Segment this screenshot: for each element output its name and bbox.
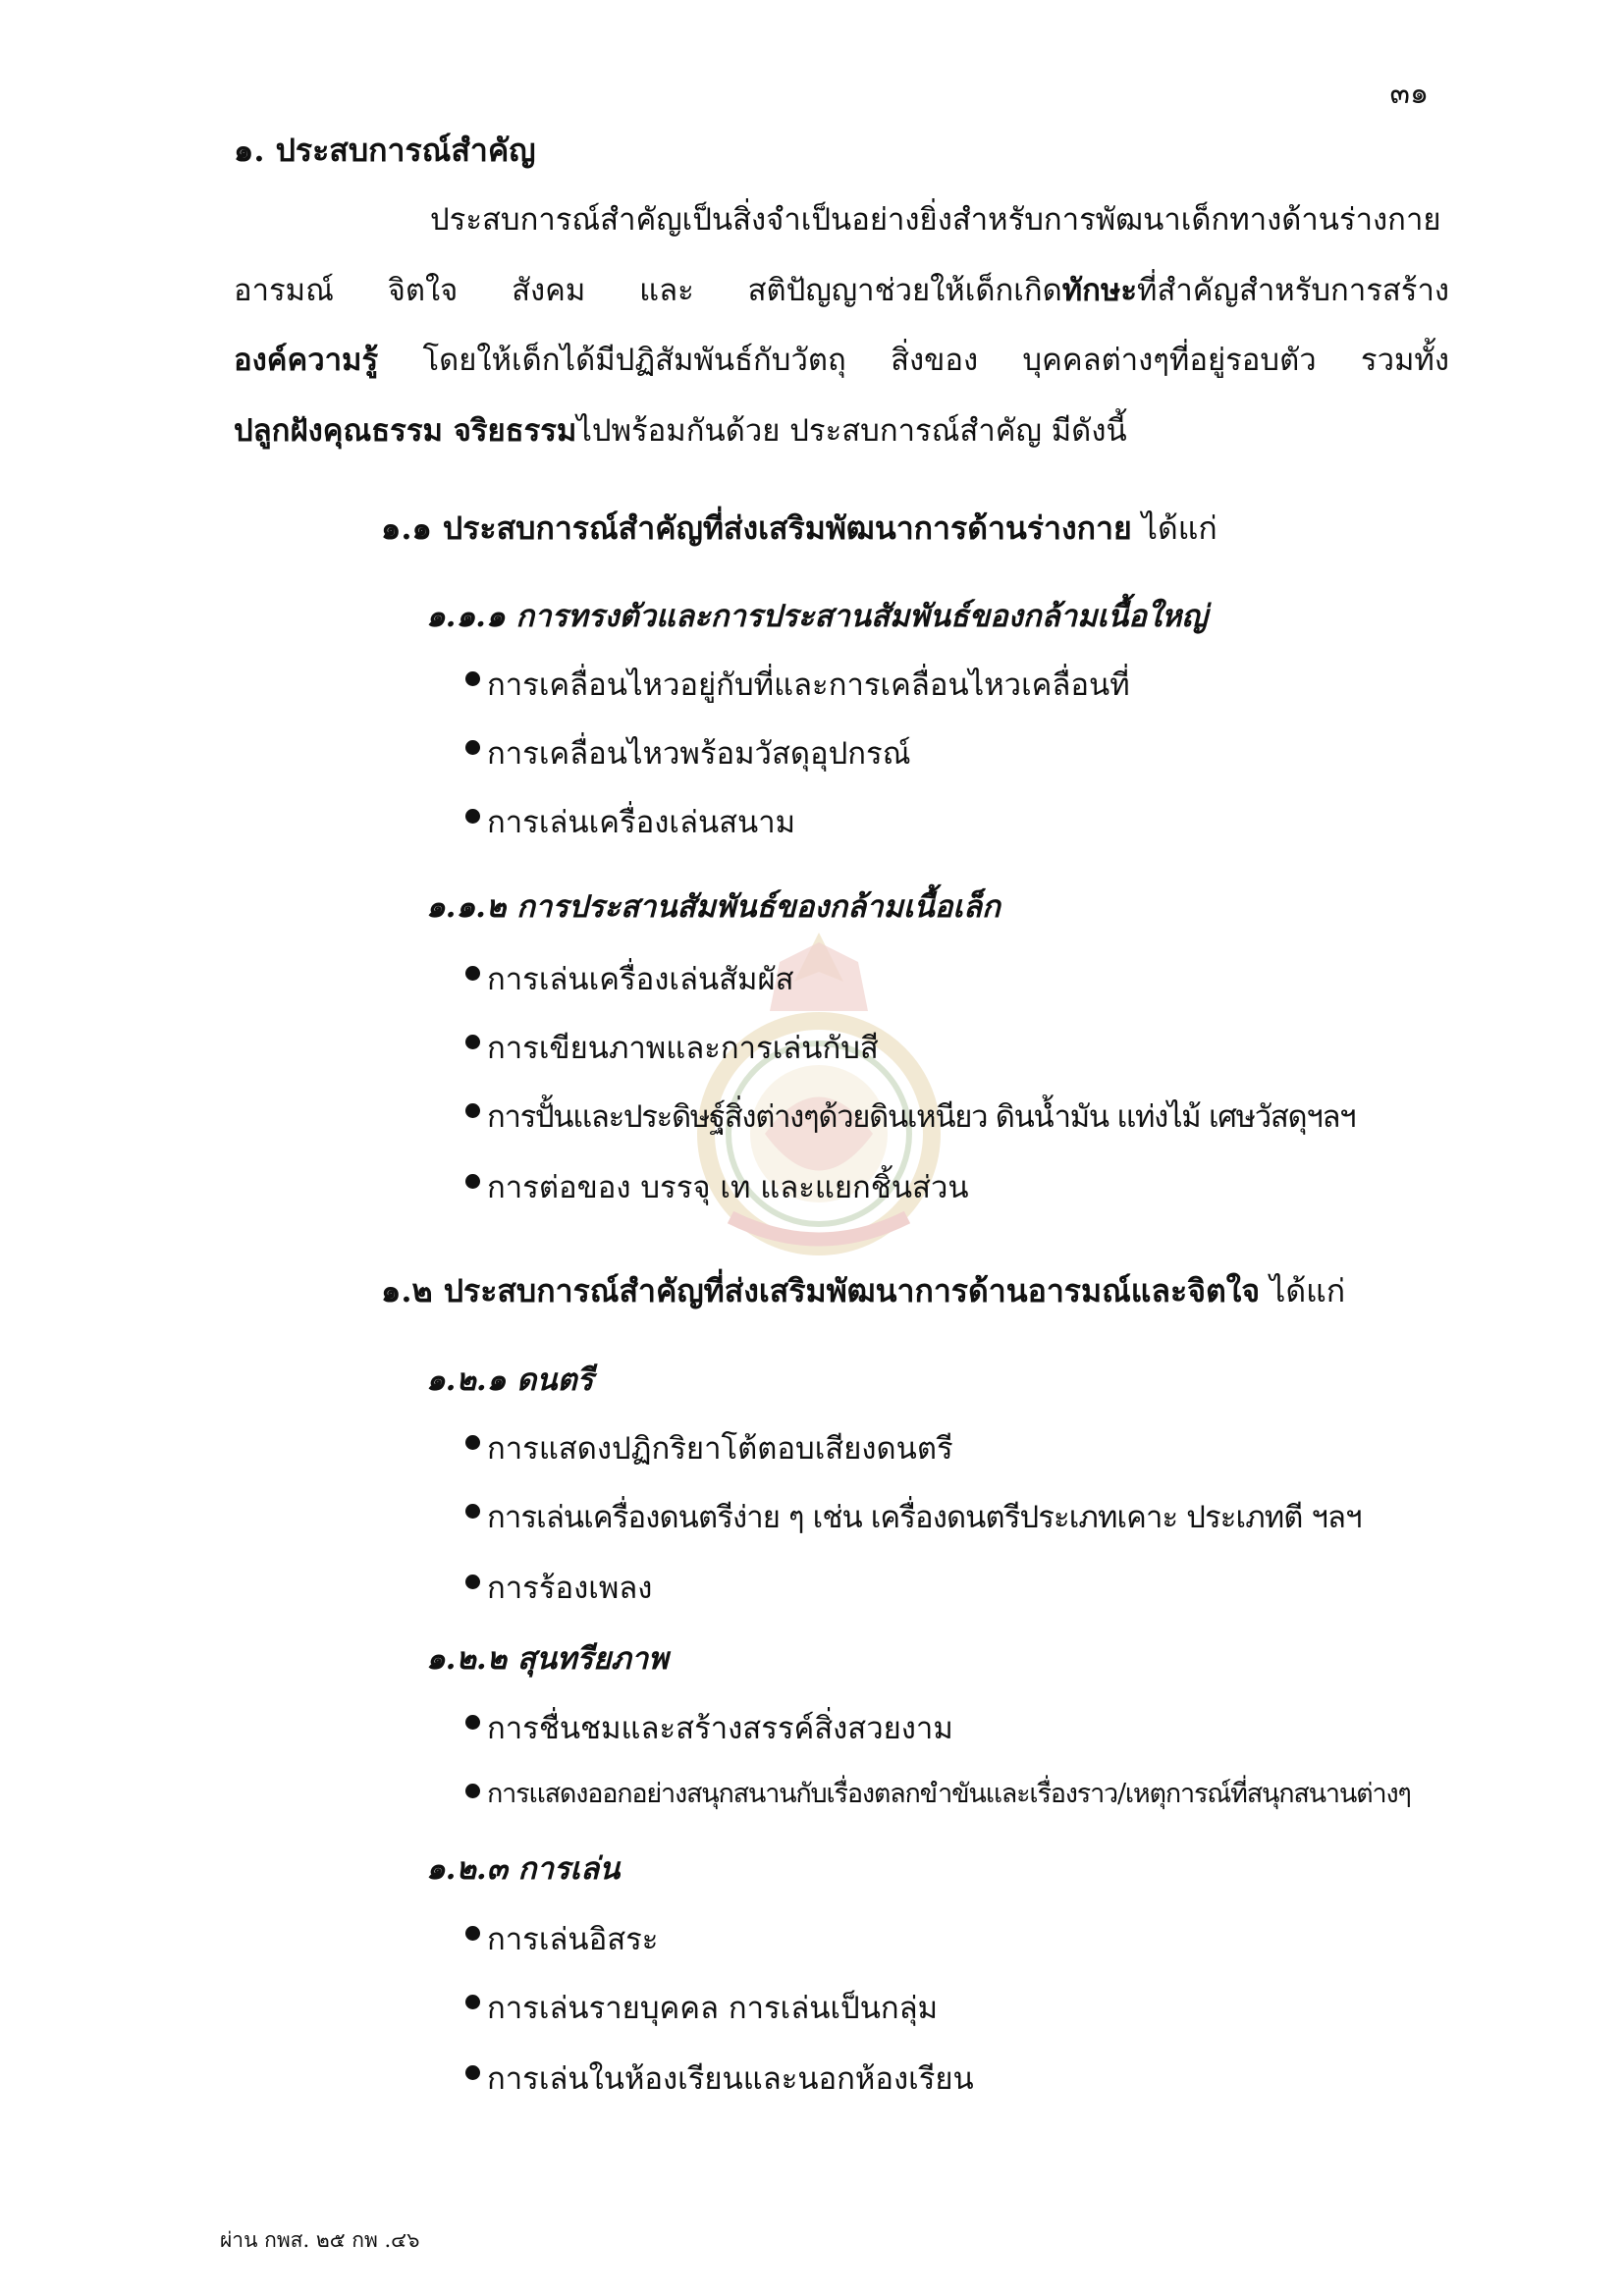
subsection-1-1-1-title: ๑.๑.๑ การทรงตัวและการประสานสัมพันธ์ของกล้ามเนื้อใหญ่ bbox=[426, 599, 1208, 634]
subsection-1-2-1-title: ๑.๒.๑ ดนตรี bbox=[426, 1362, 594, 1398]
page-number: ๓๑ bbox=[1389, 77, 1429, 111]
list-item: การร้องเพลง bbox=[487, 1563, 652, 1612]
intro-line-3: องค์ความรู้ โดยให้เด็กได้มีปฏิสัมพันธ์กับวัตถุ สิ่งของ บุคคลต่างๆที่อยู่รอบตัว รวมทั้ง bbox=[234, 343, 1449, 378]
intro-line-1: ประสบการณ์สำคัญเป็นสิ่งจำเป็นอย่างยิ่งสำหรับการพัฒนาเด็กทางด้านร่างกาย bbox=[430, 202, 1441, 238]
intro-line-4: ปลูกฝังคุณธรรม จริยธรรมไปพร้อมกันด้วย ประสบการณ์สำคัญ มีดังนี้ bbox=[234, 413, 1127, 449]
keyword-knowledge: องค์ความรู้ bbox=[234, 343, 379, 378]
list-item: การเคลื่อนไหวพร้อมวัสดุอุปกรณ์ bbox=[487, 728, 910, 777]
bullet-icon bbox=[465, 671, 480, 686]
intro-line-2: อารมณ์ จิตใจ สังคม และ สติปัญญาช่วยให้เด็กเกิดทักษะที่สำคัญสำหรับการสร้าง bbox=[234, 273, 1449, 308]
list-item: การเคลื่อนไหวอยู่กับที่และการเคลื่อนไหวเคลื่อนที่ bbox=[487, 660, 1130, 709]
subsection-1-2-3-title: ๑.๒.๓ การเล่น bbox=[426, 1851, 621, 1887]
keyword-morality: ปลูกฝังคุณธรรม จริยธรรม bbox=[234, 413, 577, 449]
subsection-1-1-2-title: ๑.๑.๒ การประสานสัมพันธ์ของกล้ามเนื้อเล็ก bbox=[426, 889, 1001, 925]
subsection-1-2-title: ๑.๒ ประสบการณ์สำคัญที่ส่งเสริมพัฒนาการด้านอารมณ์และจิตใจ ได้แก่ bbox=[381, 1272, 1346, 1309]
list-item: การเล่นเครื่องเล่นสัมผัส bbox=[487, 954, 794, 1003]
section-heading: ๑. ประสบการณ์สำคัญ bbox=[234, 132, 536, 169]
subsection-1-1-title: ๑.๑ ประสบการณ์สำคัญที่ส่งเสริมพัฒนาการด้านร่างกาย ได้แก่ bbox=[381, 509, 1217, 547]
bullet-icon bbox=[465, 1435, 480, 1450]
bullet-icon bbox=[465, 1784, 480, 1798]
list-item: การเล่นในห้องเรียนและนอกห้องเรียน bbox=[487, 2054, 974, 2103]
bullet-icon bbox=[465, 2065, 480, 2080]
list-item: การเล่นเครื่องดนตรีง่าย ๆ เช่น เครื่องดนตรีประเภทเคาะ ประเภทตี ฯลฯ bbox=[487, 1492, 1362, 1541]
bullet-icon bbox=[465, 966, 480, 981]
list-item: การเล่นเครื่องเล่นสนาม bbox=[487, 797, 795, 846]
bullet-icon bbox=[465, 1103, 480, 1118]
list-item: การแสดงปฏิกริยาโต้ตอบเสียงดนตรี bbox=[487, 1423, 953, 1472]
list-item: การชื่นชมและสร้างสรรค์สิ่งสวยงาม bbox=[487, 1703, 953, 1752]
bullet-icon bbox=[465, 1504, 480, 1519]
bullet-icon bbox=[465, 740, 480, 755]
bullet-icon bbox=[465, 1926, 480, 1941]
list-item: การต่อของ บรรจุ เท และแยกชิ้นส่วน bbox=[487, 1162, 969, 1211]
list-item: การปั้นและประดิษฐ์สิ่งต่างๆด้วยดินเหนียว ดินน้ำมัน แท่งไม้ เศษวัสดุฯลฯ bbox=[487, 1092, 1355, 1141]
bullet-icon bbox=[465, 1715, 480, 1730]
footer-note: ผ่าน กพส. ๒๕ กพ .๔๖ bbox=[220, 2228, 420, 2252]
list-item: การเขียนภาพและการเล่นกับสี bbox=[487, 1023, 879, 1072]
list-item: การเล่นรายบุคคล การเล่นเป็นกลุ่ม bbox=[487, 1983, 938, 2032]
bullet-icon bbox=[465, 809, 480, 824]
bullet-icon bbox=[465, 1575, 480, 1589]
list-item: การแสดงออกอย่างสนุกสนานกับเรื่องตลกขำขันและเรื่องราว/เหตุการณ์ที่สนุกสนานต่างๆ bbox=[487, 1772, 1411, 1814]
bullet-icon bbox=[465, 1174, 480, 1189]
list-item: การเล่นอิสระ bbox=[487, 1914, 658, 1963]
subsection-1-2-2-title: ๑.๒.๒ สุนทรียภาพ bbox=[426, 1641, 669, 1677]
keyword-skill: ทักษะ bbox=[1061, 273, 1138, 308]
bullet-icon bbox=[465, 1995, 480, 2009]
bullet-icon bbox=[465, 1035, 480, 1049]
